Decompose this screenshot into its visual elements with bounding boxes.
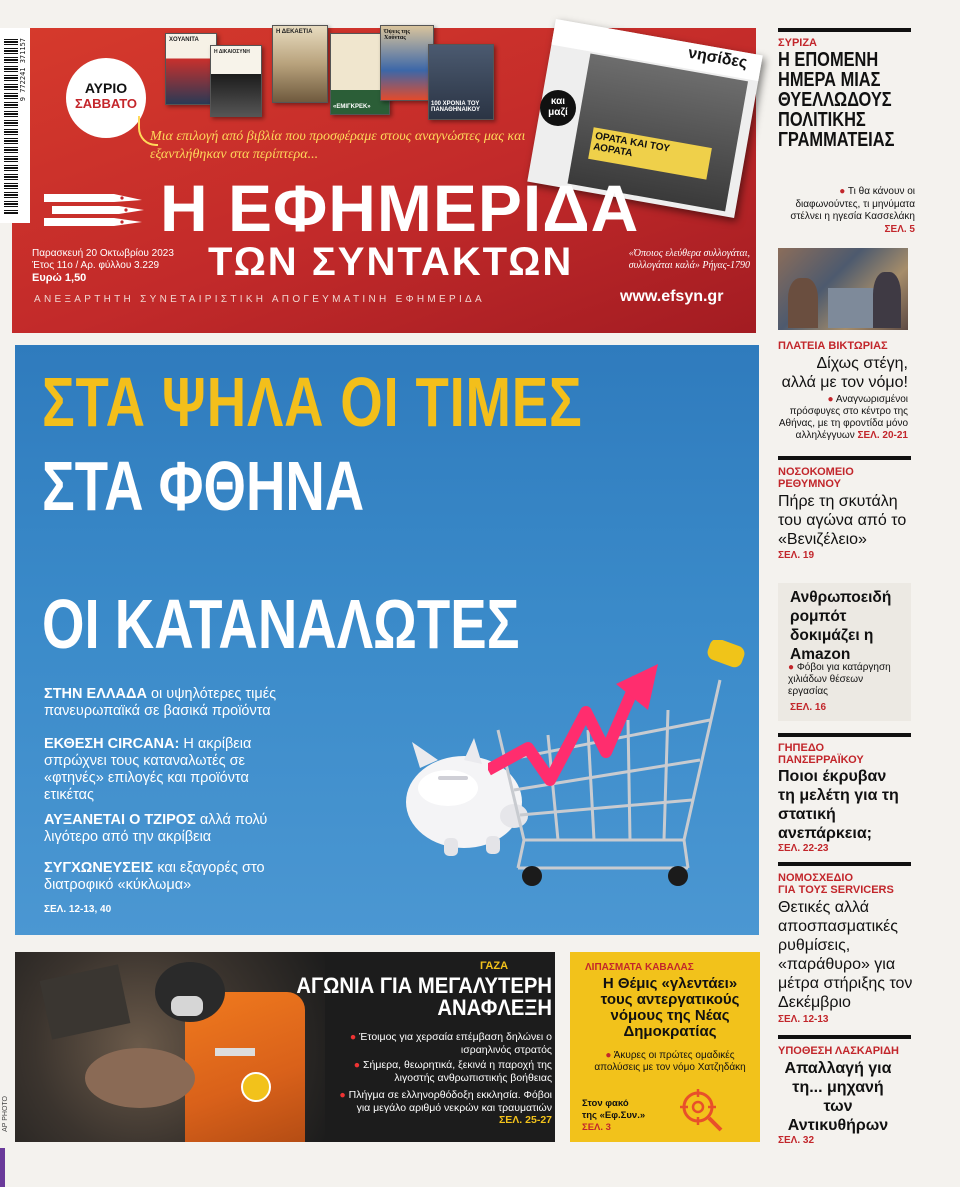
servicers-tag bbox=[778, 872, 894, 896]
kai-mazi-badge: και μαζί bbox=[540, 90, 576, 126]
issue-date: Παρασκευή 20 Οκτωβρίου 2023 bbox=[32, 248, 174, 259]
laskaridi-pages[interactable]: ΣΕΛ. 32 bbox=[778, 1135, 815, 1146]
main-headline-line2: ΣΤΑ ΦΘΗΝΑ bbox=[42, 447, 365, 525]
laskaridi-headline[interactable]: Απαλλαγή για τη... μηχανή των Αντικυθήρων bbox=[784, 1060, 892, 1134]
rethymno-tag-line1: ΝΟΣΟΚΟΜΕΙΟ bbox=[778, 466, 854, 478]
kavala-tag: ΛΙΠΑΣΜΑΤΑ ΚΑΒΑΛΑΣ bbox=[585, 962, 694, 973]
issue-price: Ευρώ 1,50 bbox=[32, 272, 87, 284]
logo-line2: ΤΩΝ ΣΥΝΤΑΚΤΩΝ bbox=[208, 240, 574, 284]
servicers-headline[interactable]: Θετικές αλλά αποσπασματικές ρυθμίσεις, «παράθυρο» για μέτρα στήριξης τον Δεκέμβριο bbox=[778, 899, 913, 1011]
pen-nibs-icon bbox=[44, 190, 144, 230]
stadium-pages[interactable]: ΣΕΛ. 22-23 bbox=[778, 843, 829, 854]
promo-day-line2: ΣΑΒΒΑΤΟ bbox=[74, 96, 138, 111]
sidebar-divider bbox=[778, 456, 911, 460]
gaza-pages[interactable]: ΣΕΛ. 25-27 bbox=[499, 1114, 552, 1126]
masthead-tagline: ΑΝΕΞΑΡΤΗΤΗ ΣΥΝΕΤΑΙΡΙΣΤΙΚΗ ΑΠΟΓΕΥΜΑΤΙΝΗ ΕΦΗΜΕΡΙΔΑ bbox=[34, 294, 485, 305]
promo-book-6[interactable] bbox=[428, 44, 494, 120]
main-headline-line1: ΣΤΑ ΨΗΛΑ ΟΙ ΤΙΜΕΣ bbox=[42, 363, 583, 441]
main-bullet-3-lead: ΑΥΞΑΝΕΤΑΙ Ο ΤΖΙΡΟΣ bbox=[44, 812, 196, 828]
issue-number: Έτος 11ο / Αρ. φύλλου 3.229 bbox=[32, 260, 160, 271]
gaza-tag: ΓΑΖΑ bbox=[480, 960, 509, 972]
promo-book-2-title: Η ΔΙΚΑΙΟΣΥΝΗ bbox=[214, 49, 250, 55]
main-bullet-1 bbox=[44, 686, 334, 720]
main-bullet-4 bbox=[44, 860, 294, 894]
gaza-bullet-2-text: Σήμερα, θεωρητικά, ξεκινά η παροχή της λιγοστής ανθρωπιστικής βοήθειας bbox=[363, 1059, 552, 1084]
stadium-tag-line2: ΠΑΝΣΕΡΡΑΪΚΟΥ bbox=[778, 754, 864, 766]
magnifier-target-icon bbox=[676, 1085, 724, 1133]
victoria-body bbox=[778, 394, 908, 442]
sidebar-divider bbox=[778, 733, 911, 737]
amazon-pages[interactable]: ΣΕΛ. 16 bbox=[790, 702, 827, 713]
main-story-pages[interactable]: ΣΕΛ. 12-13, 40 bbox=[44, 904, 112, 915]
sidebar-divider bbox=[778, 862, 911, 866]
kavala-footer-line1: Στον φακό bbox=[582, 1098, 629, 1109]
sidebar-divider bbox=[778, 28, 911, 32]
kavala-pages[interactable]: ΣΕΛ. 3 bbox=[582, 1122, 611, 1133]
gaza-bullet-3-text: Πλήγμα σε ελληνορθόδοξη εκκλησία. Φόβοι για μεγάλο αριθμό νεκρών και τραυματιών bbox=[348, 1089, 552, 1114]
promo-book-1-title: ΧΟΥΑΝΙΤΑ bbox=[169, 37, 199, 43]
main-bullet-1-text: οι υψηλότερες τιμές πανευρωπαϊκά σε βασικά προϊόντα bbox=[44, 686, 277, 719]
rethymno-tag bbox=[778, 466, 854, 490]
promo-book-2[interactable] bbox=[210, 45, 262, 117]
laskaridi-tag: ΥΠΟΘΕΣΗ ΛΑΣΚΑΡΙΔΗ bbox=[778, 1045, 899, 1057]
rethymno-tag-line2: ΡΕΘΥΜΝΟΥ bbox=[778, 478, 841, 490]
main-bullet-3 bbox=[44, 812, 312, 846]
gaza-bullet-3 bbox=[332, 1089, 552, 1127]
victoria-tag: ΠΛΑΤΕΙΑ ΒΙΚΤΩΡΙΑΣ bbox=[778, 340, 888, 352]
syriza-pages[interactable]: ΣΕΛ. 5 bbox=[884, 223, 915, 235]
servicers-pages[interactable]: ΣΕΛ. 12-13 bbox=[778, 1014, 829, 1025]
promo-book-6-title: 100 ΧΡΟΝΙΑ ΤΟΥ ΠΑΝΑΘΗΝΑΙΚΟΥ bbox=[431, 101, 481, 113]
barcode-digits: 9 772241 371157 bbox=[19, 38, 27, 102]
stadium-headline[interactable]: Ποιοι έκρυβαν τη μελέτη για τη στατική ανεπάρκεια; bbox=[778, 768, 899, 842]
gaza-bullet-2 bbox=[332, 1059, 552, 1084]
masthead-quote: «Όποιος ελεύθερα συλλογάται, συλλογάται καλά» Ρήγας-1790 bbox=[628, 248, 750, 271]
bullet-dot-icon: ● bbox=[339, 1089, 349, 1101]
edge-color-bar bbox=[0, 1148, 5, 1187]
main-bullet-1-lead: ΣΤΗΝ ΕΛΛΑΔΑ bbox=[44, 686, 147, 702]
syriza-tag: ΣΥΡΙΖΑ bbox=[778, 37, 817, 49]
stadium-tag-line1: ΓΗΠΕΔΟ bbox=[778, 742, 825, 754]
main-bullet-2-text: Η ακρίβεια σπρώχνει τους καταναλωτές σε «φτηνές» επιλογές και προϊόντα ετικέτας bbox=[44, 736, 252, 803]
shopping-cart-icon bbox=[488, 640, 748, 890]
gaza-headline: ΑΓΩΝΙΑ ΓΙΑ ΜΕΓΑΛΥΤΕΡΗ ΑΝΑΦΛΕΞΗ bbox=[296, 973, 552, 1020]
syriza-headline-line1: Η ΕΠΟΜΕΝΗ bbox=[778, 49, 879, 71]
kavala-footer bbox=[582, 1098, 662, 1134]
amazon-body bbox=[788, 662, 903, 698]
main-bullet-2-lead: ΕΚΘΕΣΗ CIRCANA: bbox=[44, 736, 180, 752]
website-link[interactable]: www.efsyn.gr bbox=[620, 288, 724, 305]
magazine-logo: νησίδες bbox=[686, 44, 749, 72]
kavala-body bbox=[585, 1050, 755, 1074]
main-headline-line3: ΟΙ ΚΑΤΑΝΑΛΩΤΕΣ bbox=[42, 585, 520, 663]
syriza-body-text: Τι θα κάνουν οι διαφωνούντες, τι μηνύματα στέλνει η ηγεσία Κασσελάκη bbox=[790, 186, 915, 222]
bullet-dot-icon: ● bbox=[839, 186, 848, 197]
syriza-headline-line3: ΘΥΕΛΛΩΔΟΥΣ bbox=[778, 89, 892, 111]
kavala-footer-line2: της «Εφ.Συν.» bbox=[582, 1110, 646, 1121]
syriza-headline[interactable] bbox=[778, 50, 893, 150]
promo-text: Μια επιλογή από βιβλία που προσφέραμε στους αναγνώστες μας και εξαντλήθηκαν στα περίπτερα... bbox=[150, 129, 526, 162]
photo-credit: AP PHOTO bbox=[2, 1096, 9, 1132]
victoria-headline[interactable]: Δίχως στέγη, αλλά με τον νόμο! bbox=[781, 355, 908, 391]
rethymno-pages[interactable]: ΣΕΛ. 19 bbox=[778, 550, 815, 561]
syriza-body bbox=[790, 186, 915, 236]
gaza-bullet-1-text: Έτοιμος για χερσαία επέμβαση δηλώνει ο ισραηλινός στρατός bbox=[359, 1031, 552, 1056]
promo-book-5-title: Όψεις της Χούντας bbox=[384, 29, 410, 41]
promo-book-3[interactable] bbox=[272, 25, 328, 103]
syriza-headline-line2: ΗΜΕΡΑ ΜΙΑΣ bbox=[778, 69, 881, 91]
promo-book-4-title: «ΕΜΙΓΚΡΕΚ» bbox=[333, 104, 371, 110]
kavala-body-text: Άκυρες οι πρώτες ομαδικές απολύσεις με τον νόμο Χατζηδάκη bbox=[594, 1050, 746, 1073]
rethymno-headline[interactable]: Πήρε τη σκυτάλη του αγώνα από το «Βενιζέλειο» bbox=[778, 493, 907, 548]
servicers-tag-line2: ΓΙΑ ΤΟΥΣ SERVICERS bbox=[778, 884, 894, 896]
kavala-headline: Η Θέμις «γλεντάει» τους αντεργατικούς νόμους της Νέας Δημοκρατίας bbox=[600, 975, 740, 1040]
main-bullet-4-text: και εξαγορές στο διατροφικό «κύκλωμα» bbox=[44, 860, 265, 893]
bullet-dot-icon: ● bbox=[827, 394, 836, 405]
promo-book-5[interactable] bbox=[380, 25, 434, 101]
barcode bbox=[0, 28, 30, 223]
stadium-tag bbox=[778, 742, 864, 766]
servicers-tag-line1: ΝΟΜΟΣΧΕΔΙΟ bbox=[778, 872, 854, 884]
logo-line1: Η ΕΦΗΜΕΡΙΔΑ bbox=[160, 171, 640, 245]
issue-info bbox=[32, 248, 174, 284]
gaza-bullet-1 bbox=[332, 1031, 552, 1056]
promo-day-line1: ΑΥΡΙΟ bbox=[84, 80, 128, 96]
bullet-dot-icon: ● bbox=[605, 1050, 614, 1061]
amazon-headline: Ανθρωποειδή ρομπότ δοκιμάζει η Amazon bbox=[790, 589, 892, 663]
magazine-title-band: ΟΡΑΤΑ ΚΑΙ ΤΟΥ ΑΟΡΑΤΑ bbox=[588, 127, 712, 179]
bullet-dot-icon: ● bbox=[349, 1031, 360, 1043]
victoria-body-text: Αναγνωρισμένοι πρόσφυγες στο κέντρο της Αθήνας, με τη φροντίδα μόνο αλληλέγγυων bbox=[778, 394, 908, 441]
syriza-headline-line4: ΠΟΛΙΤΙΚΗΣ bbox=[778, 109, 866, 131]
victoria-photo bbox=[778, 248, 908, 330]
amazon-body-text: Φόβοι για κατάργηση χιλιάδων θέσεων εργασίας bbox=[788, 662, 891, 697]
sidebar-divider bbox=[778, 1035, 911, 1039]
main-bullet-4-lead: ΣΥΓΧΩΝΕΥΣΕΙΣ bbox=[44, 860, 154, 876]
main-bullet-3-text: αλλά πολύ λιγότερο από την ακρίβεια bbox=[44, 812, 268, 845]
victoria-pages[interactable]: ΣΕΛ. 20-21 bbox=[857, 430, 908, 441]
promo-book-3-title: Η ΔΕΚΑΕΤΙΑ bbox=[276, 29, 313, 35]
bullet-dot-icon: ● bbox=[788, 662, 797, 673]
syriza-headline-line5: ΓΡΑΜΜΑΤΕΙΑΣ bbox=[778, 129, 895, 151]
promo-day-badge bbox=[66, 58, 146, 138]
bullet-dot-icon: ● bbox=[353, 1059, 364, 1071]
main-bullet-2 bbox=[44, 736, 302, 804]
